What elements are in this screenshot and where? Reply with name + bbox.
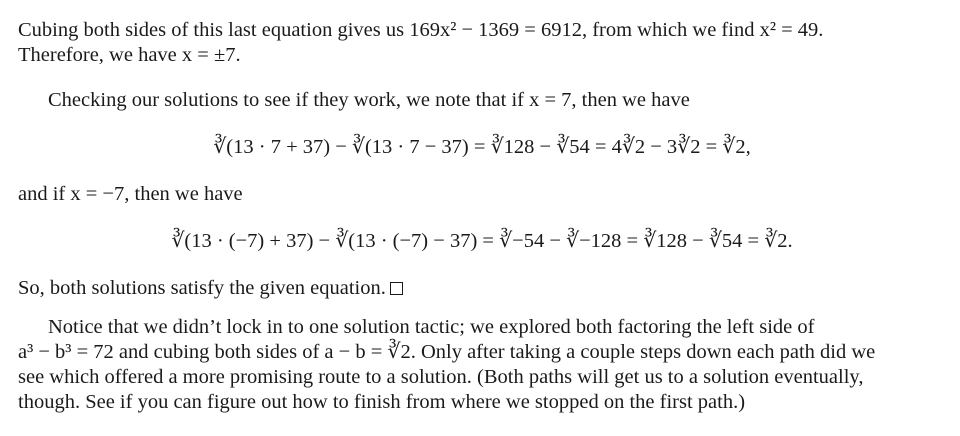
paragraph-line: Therefore, we have x = ±7. xyxy=(18,44,241,66)
paragraph-line: Checking our solutions to see if they work, we note that if x = 7, then we have xyxy=(48,89,690,111)
paragraph-line: Notice that we didn’t lock in to one solution tactic; we explored both factoring the left side of xyxy=(48,316,815,338)
paragraph-line: though. See if you can figure out how to finish from where we stopped on the first path.) xyxy=(18,391,746,413)
display-equation: ∛(13 · (−7) + 37) − ∛(13 · (−7) − 37) = ∛−54 − ∛−128 = ∛128 − ∛54 = ∛2. xyxy=(171,230,793,252)
paragraph-checking xyxy=(18,88,946,113)
paragraph-line: Cubing both sides of this last equation gives us 169x² − 1369 = 6912, from which we find x² = 49. xyxy=(18,19,824,41)
display-equation: ∛(13 · 7 + 37) − ∛(13 · 7 − 37) = ∛128 − ∛54 = 4∛2 − 3∛2 = ∛2, xyxy=(213,136,751,158)
equation-x-positive xyxy=(18,135,946,160)
paragraph-line: So, both solutions satisfy the given equation. xyxy=(18,277,386,299)
paragraph-conclusion xyxy=(18,276,946,301)
qed-square-icon xyxy=(390,282,403,295)
paragraph-line: and if x = −7, then we have xyxy=(18,183,243,205)
paragraph-notice xyxy=(18,315,946,415)
paragraph-line: a³ − b³ = 72 and cubing both sides of a − b = ∛2. Only after taking a couple steps down each path did we xyxy=(18,341,876,363)
paragraph-cubing xyxy=(18,18,946,68)
equation-x-negative xyxy=(18,229,946,254)
paragraph-negative xyxy=(18,182,946,207)
paragraph-line: see which offered a more promising route to a solution. (Both paths will get us to a solution eventually, xyxy=(18,366,864,388)
